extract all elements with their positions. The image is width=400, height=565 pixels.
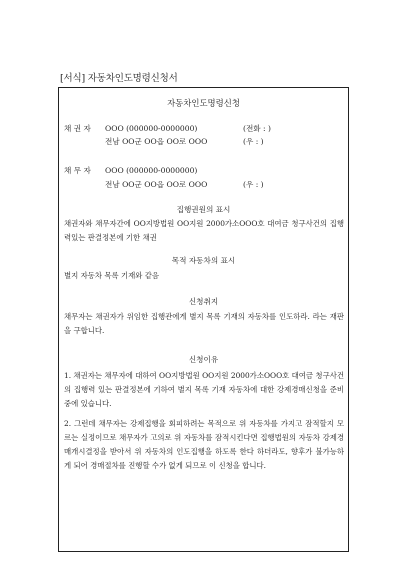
vehicle-text: 별지 자동차 목록 기재와 같음 [64, 271, 160, 280]
reason-paragraph-1: 1. 채권자는 채무자에 대하여 OO지방법원 OO지원 2000가소OOO호 대여금 청구사건의 집행력 있는 판결정본에 기하여 별지 목록 기재 자동차에 대한 강제경매신청을 준비 중에 있습니다. [64, 371, 344, 408]
form-label: [서식] 자동차인도명령신청서 [60, 73, 178, 84]
execution-text: 채권자와 채무자간에 OO지방법원 OO지원 2000가소OOO호 대여금 청구사건의 집행력있는 판결정본에 기한 채권 [64, 219, 344, 242]
purpose-heading: 신청취지 [188, 297, 219, 306]
debtor-name-id: OOO (000000-0000000) [105, 166, 198, 175]
creditor-label: 채 권 자 [64, 124, 91, 133]
execution-heading: 집행권원의 표시 [176, 205, 231, 214]
purpose-text: 채무자는 채권자가 위임한 집행관에게 별지 목록 기재의 자동차를 인도하라. 라는 재판을 구합니다. [64, 312, 344, 335]
debtor-postal: (우 : ) [243, 180, 264, 189]
creditor-address: 전남 OO군 OO읍 OO로 OOO [105, 137, 208, 146]
creditor-phone: (전화 : ) [243, 124, 271, 133]
creditor-postal: (우 : ) [243, 137, 264, 146]
reason-paragraph-2: 2. 그런데 채무자는 강제집행을 회피하려는 목적으로 위 자동차를 가지고 잠적할지 모르는 실정이므로 채무자가 고의로 위 자동차를 잠적시킨다면 집행법원의 자동차 강제경매개시결정을 받아서 위 자동차의 인도집행을 하도록 한다 하더라도, 향후가 불가능하게 되어 경매절차를 진행할 수가 없게 되므로 이 신청을 합니다. [64, 419, 344, 470]
vehicle-heading: 목적 자동차의 표시 [171, 256, 236, 265]
debtor-label: 채 무 자 [64, 166, 91, 175]
document-title: 자동차인도명령신청 [167, 98, 240, 108]
reason-heading: 신청이유 [188, 355, 219, 364]
debtor-address: 전남 OO군 OO읍 OO로 OOO [105, 180, 208, 189]
creditor-name-id: OOO (000000-0000000) [105, 124, 198, 133]
